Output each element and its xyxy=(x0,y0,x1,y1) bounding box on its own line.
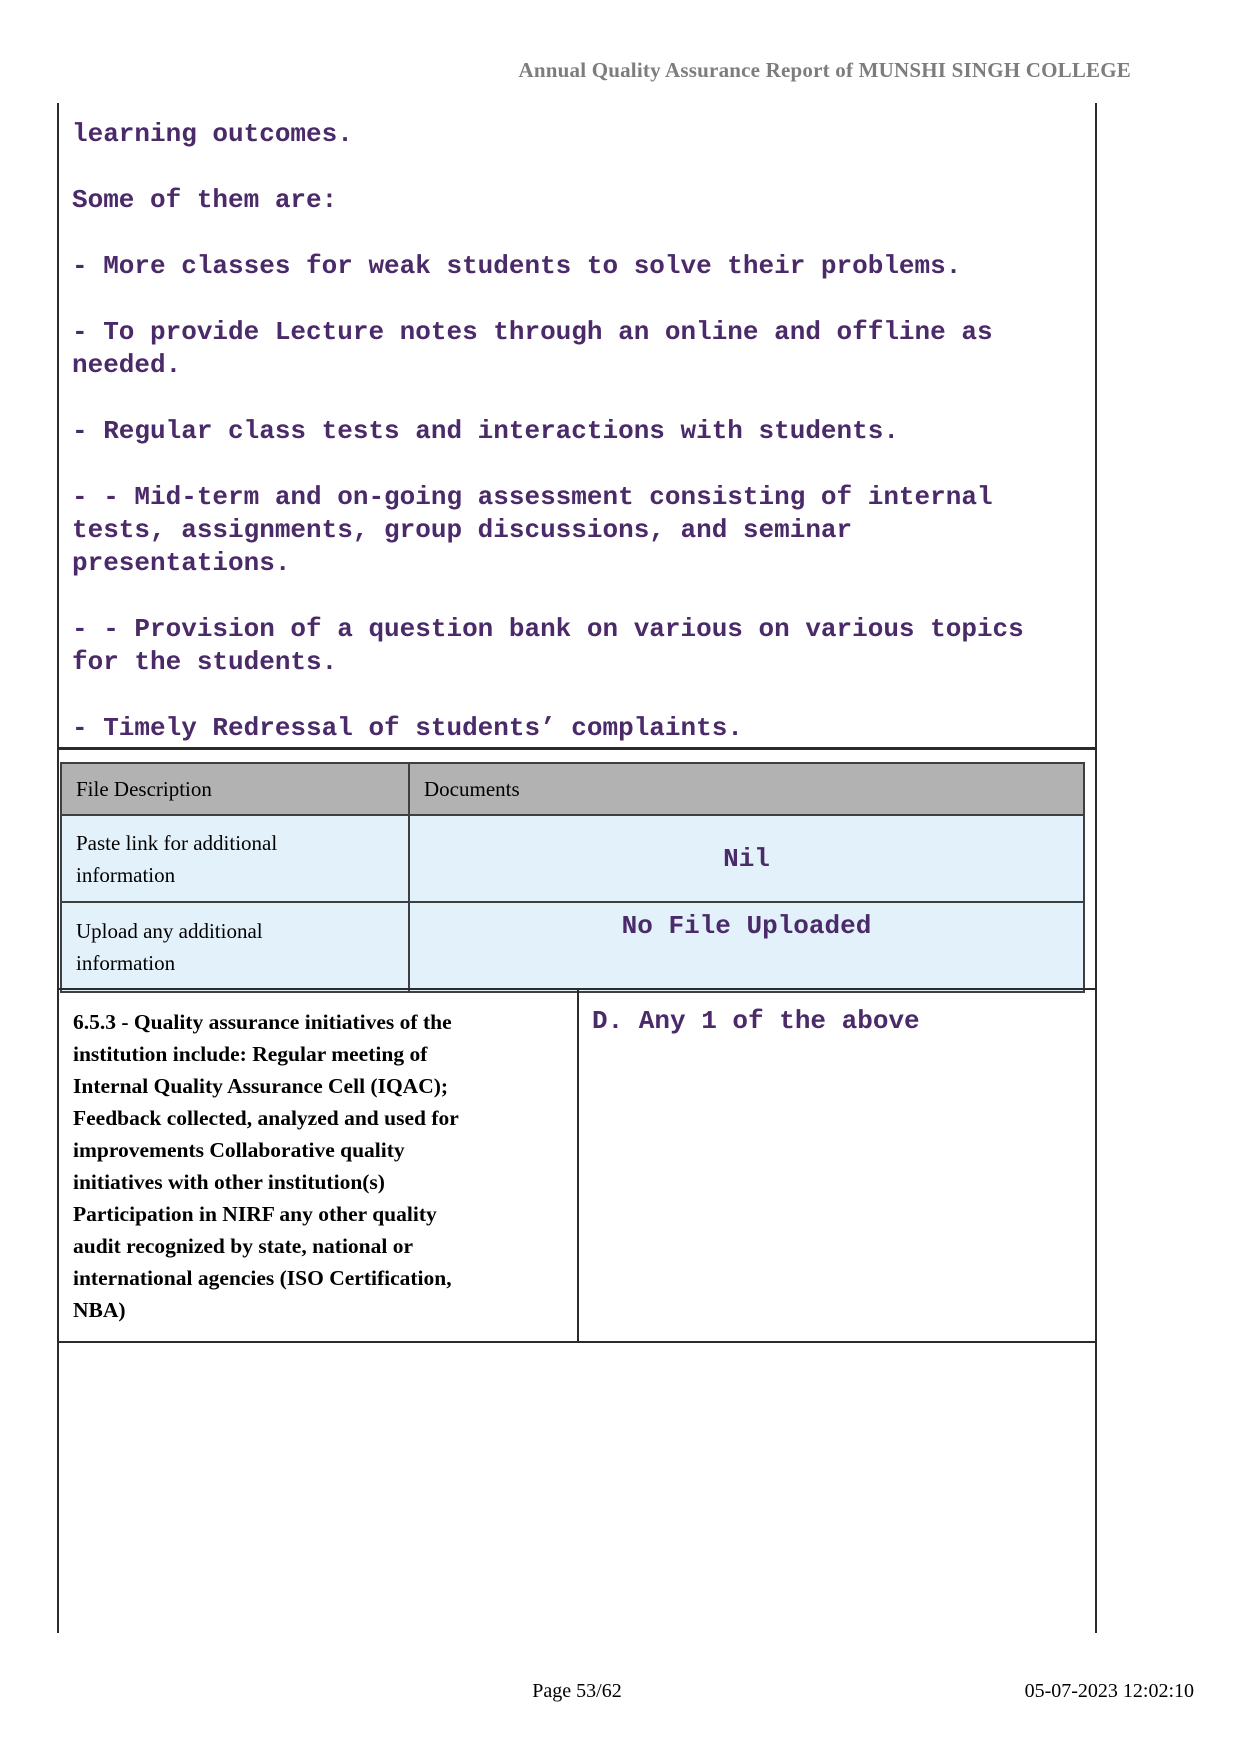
paragraph-line: for the students. xyxy=(72,647,338,677)
paragraph-line: - More classes for weak students to solve their problems. xyxy=(72,251,962,281)
criterion-question-line: 6.5.3 - Quality assurance initiatives of the xyxy=(73,1010,452,1034)
file-description-cell xyxy=(61,902,409,992)
paragraph-line: - - Mid-term and on-going assessment consisting of internal xyxy=(72,482,993,512)
paragraph xyxy=(72,481,1077,580)
column-header-documents: Documents xyxy=(409,763,1084,815)
file-description-table xyxy=(60,762,1085,993)
file-description-cell xyxy=(61,815,409,902)
paragraph xyxy=(72,415,1077,448)
paragraph xyxy=(72,250,1077,283)
criterion-question-line: NBA) xyxy=(73,1298,126,1322)
table-row xyxy=(61,815,1084,902)
paragraph xyxy=(72,316,1077,382)
paragraph xyxy=(72,118,1077,151)
paragraph-line: - - Provision of a question bank on various on various topics xyxy=(72,614,1024,644)
file-description-line: Paste link for additional xyxy=(76,830,278,855)
criterion-question-line: Participation in NIRF any other quality xyxy=(73,1202,437,1226)
file-description-line: Upload any additional xyxy=(76,919,263,943)
criterion-question-line: improvements Collaborative quality xyxy=(73,1138,405,1162)
file-description-line: information xyxy=(76,951,176,975)
criterion-question-line: initiatives with other institution(s) xyxy=(73,1170,385,1194)
criterion-question-line: Feedback collected, analyzed and used for xyxy=(73,1106,459,1130)
footer-page-number: Page 53/62 xyxy=(532,1680,622,1702)
table-header-row xyxy=(61,763,1084,815)
paragraph xyxy=(72,613,1077,679)
criterion-question-line: Internal Quality Assurance Cell (IQAC); xyxy=(73,1074,449,1098)
paragraph-line: Some of them are: xyxy=(72,185,338,215)
paragraph-line: needed. xyxy=(72,350,182,380)
paragraph xyxy=(72,184,1077,217)
report-header-title: Annual Quality Assurance Report of MUNSHI SINGH COLLEGE xyxy=(518,58,1131,82)
table-row xyxy=(61,902,1084,992)
paragraph xyxy=(72,712,1077,745)
paragraph-line: - Timely Redressal of students’ complaints. xyxy=(72,713,743,743)
paragraph-line: learning outcomes. xyxy=(72,119,353,149)
paragraph-line: tests, assignments, group discussions, and seminar xyxy=(72,515,853,545)
document-value-cell: Nil xyxy=(409,815,1084,902)
criterion-question-line: institution include: Regular meeting of xyxy=(73,1042,428,1066)
paragraph-line: - Regular class tests and interactions with students. xyxy=(72,416,899,446)
criterion-question-line: international agencies (ISO Certification, xyxy=(73,1266,452,1290)
criterion-6-5-3-row xyxy=(57,988,1097,1343)
response-text-block xyxy=(57,100,1097,750)
footer-timestamp: 05-07-2023 12:02:10 xyxy=(1024,1680,1194,1702)
document-value-cell: No File Uploaded xyxy=(409,902,1084,992)
column-header-file-description: File Description xyxy=(61,763,409,815)
criterion-question-cell xyxy=(59,990,579,1341)
paragraph-line: presentations. xyxy=(72,548,291,578)
criterion-question-line: audit recognized by state, national or xyxy=(73,1234,414,1258)
file-description-line: information xyxy=(76,862,176,887)
criterion-answer-cell: D. Any 1 of the above xyxy=(592,1006,920,1036)
paragraph-line: - To provide Lecture notes through an online and offline as xyxy=(72,317,993,347)
